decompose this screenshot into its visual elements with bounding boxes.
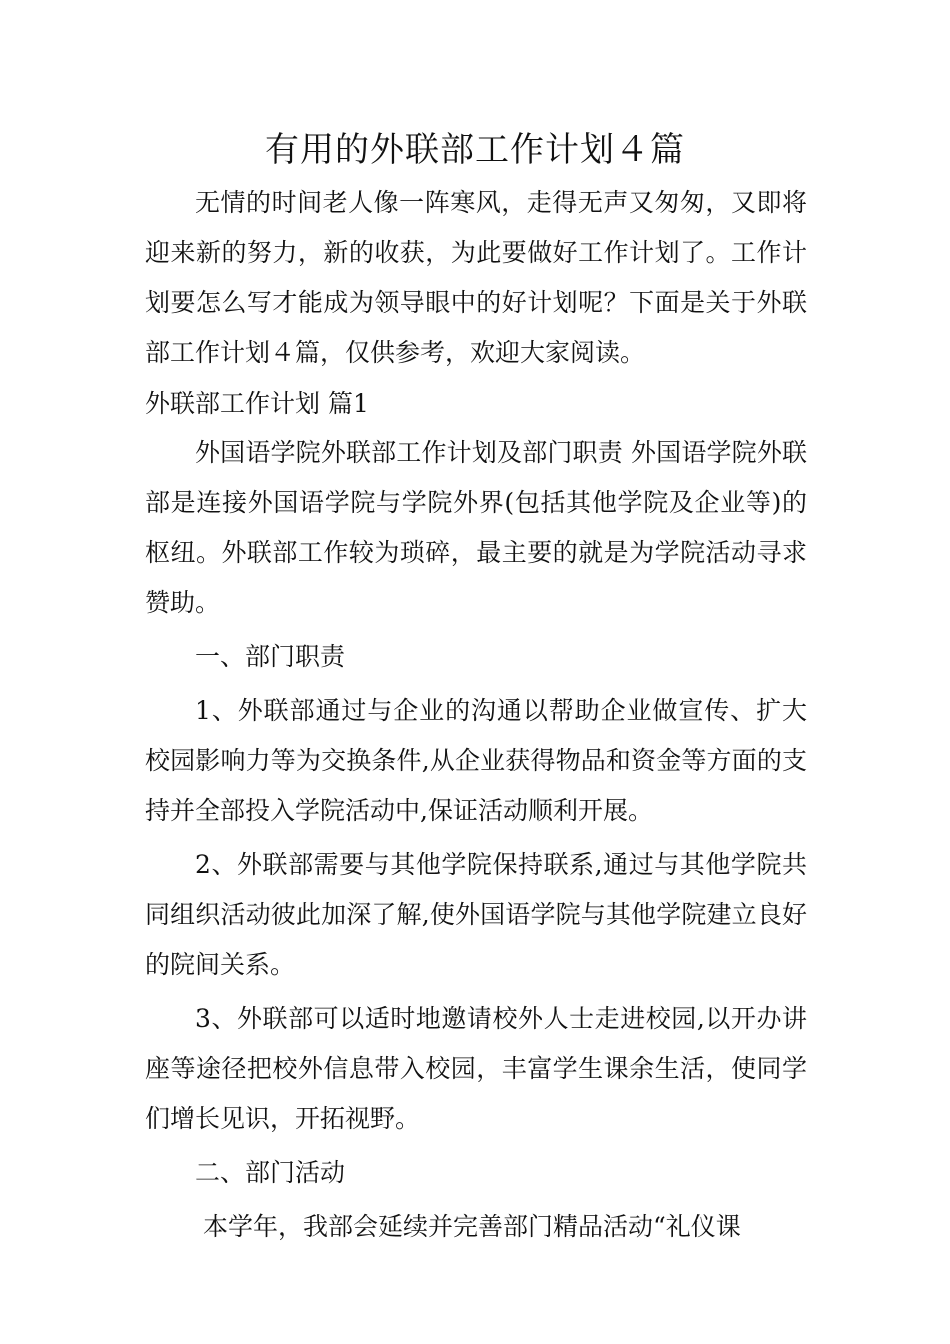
list-item-2: 2、外联部需要与其他学院保持联系,通过与其他学院共同组织活动彼此加深了解,使外国语学院与其他学院建立良好的院间关系。 — [145, 850, 807, 979]
intro-paragraph: 无情的时间老人像一阵寒风，走得无声又匆匆，又即将迎来新的努力，新的收获，为此要做好工作计划了。工作计划要怎么写才能成为领导眼中的好计划呢？下面是关于外联部工作计划４篇，仅供参考，欢迎大家阅读。 — [145, 188, 807, 367]
paragraph-overview: 外国语学院外联部工作计划及部门职责 外国语学院外联部是连接外国语学院与学院外界(包括其他学院及企业等)的枢纽。外联部工作较为琐碎，最主要的就是为学院活动寻求赞助。 — [145, 438, 807, 617]
heading-department-activities: 二、部门活动 — [195, 1158, 346, 1187]
document-title: 有用的外联部工作计划４篇 — [265, 130, 685, 170]
list-item-3: 3、外联部可以适时地邀请校外人士走进校园,以开办讲座等途径把校外信息带入校园，丰富学生课余生活，使同学们增长见识，开拓视野。 — [145, 1004, 807, 1133]
document-body — [145, 178, 807, 1252]
paragraph-activities: 本学年，我部会延续并完善部门精品活动“礼仪课 — [203, 1212, 741, 1241]
heading-department-duties: 一、部门职责 — [195, 642, 346, 671]
section-heading: 外联部工作计划 篇1 — [145, 389, 369, 418]
list-item-1: 1、外联部通过与企业的沟通以帮助企业做宣传、扩大校园影响力等为交换条件,从企业获得物品和资金等方面的支持并全部投入学院活动中,保证活动顺利开展。 — [145, 696, 807, 825]
